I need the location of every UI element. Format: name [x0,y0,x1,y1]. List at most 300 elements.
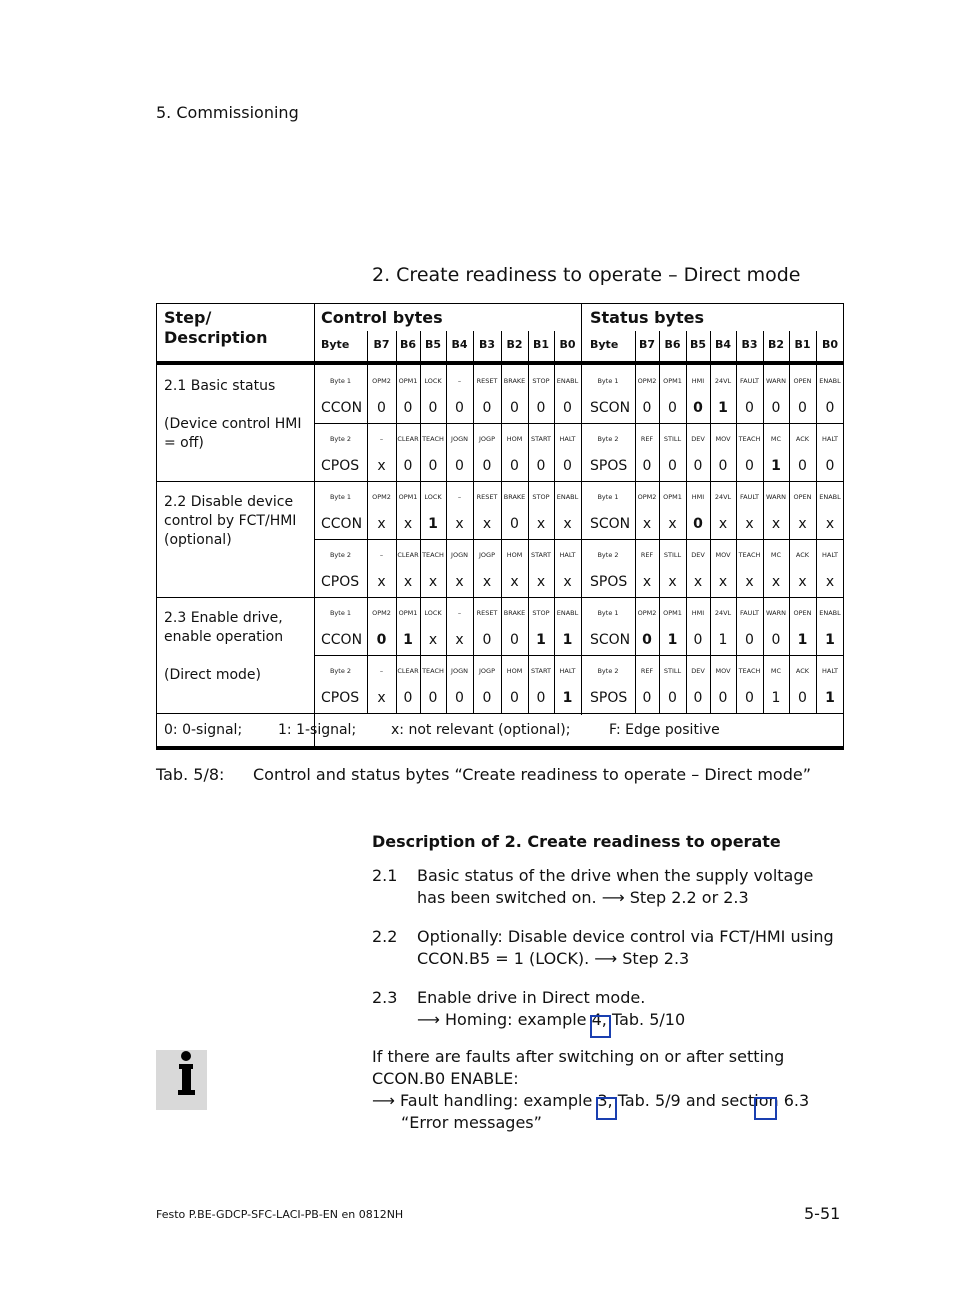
head-bit: B1 [794,338,811,351]
ccon-label: CCON [321,516,363,532]
head-bit: B6 [664,338,681,351]
note-line: If there are faults after switching on or after setting [372,1047,785,1066]
bit-value: 0 [455,690,464,706]
bit-name: – [379,667,384,675]
byte-label: Byte 2 [597,551,619,559]
bit-value: 0 [642,400,652,416]
bit-value: 0 [482,632,492,648]
head-bit: B0 [559,338,576,351]
bit-name: START [530,435,552,443]
step-description-line: control by FCT/HMI [164,513,297,529]
bit-value: 0 [403,400,413,416]
bit-column-divider [789,331,790,361]
bit-value: 1 [825,632,835,648]
bit-value: x [377,516,386,532]
bit-value: x [563,574,572,590]
bit-name: OPM1 [663,493,682,501]
bit-name: TEACH [422,435,444,443]
bit-value: 0 [693,690,703,706]
step-description-line: = off) [164,435,204,451]
bit-value: 1 [428,516,438,532]
bit-name: START [530,551,552,559]
bit-name: JOGP [479,551,495,559]
bit-name: WARN [766,493,786,501]
bit-name: STILL [663,435,682,443]
head-control-bytes: Control bytes [321,308,443,327]
bit-value: 0 [668,400,677,416]
head-bit: B5 [689,338,707,351]
bit-column-divider [554,331,555,361]
bit-name: LOCK [424,493,442,501]
bit-name: HOM [506,551,523,559]
bit-value: 1 [667,632,678,648]
bit-name: 24VL [714,377,732,385]
bit-name: MC [770,551,782,559]
bit-name: MC [770,435,782,443]
page-number: 5-51 [804,1204,841,1223]
bit-name: REF [640,551,654,559]
bit-name: OPEN [793,377,812,385]
bit-name: JOGN [451,667,468,675]
byte-label: Byte 1 [329,377,352,385]
info-icon [156,1050,207,1110]
bit-name: OPM2 [637,377,657,385]
head-bit: B4 [451,338,468,351]
bit-name: – [457,493,462,501]
bit-name: BRAKE [503,377,526,385]
bit-column-divider [686,331,687,361]
bit-name: OPEN [793,609,812,617]
bit-name: FAULT [739,493,760,501]
item-text: Enable drive in Direct mode. [417,988,646,1007]
bit-name: – [457,609,462,617]
bit-value: 0 [536,690,546,706]
bit-name: STOP [532,493,550,501]
bit-name: STILL [663,667,682,675]
bit-value: 0 [455,458,464,474]
legend-item: x: not relevant (optional); [391,722,571,738]
bit-name: RESET [476,609,498,617]
step-description-line: 2.3 Enable drive, [164,610,283,626]
head-step: Step/ [164,308,212,327]
bit-value: x [798,574,807,590]
byte-row-divider [314,655,844,656]
bit-name: ENABL [556,377,579,385]
bit-name: DEV [691,667,705,675]
scon-label: SCON [590,632,631,648]
byte-label: Byte 1 [329,609,352,617]
bit-value: 0 [718,690,728,706]
bit-name: 24VL [714,609,732,617]
bit-name: OPM2 [372,493,391,501]
bit-name: FAULT [739,609,760,617]
bit-name: START [530,667,552,675]
bit-column-divider [635,331,636,361]
head-byte-status: Byte [590,338,619,351]
byte-label: Byte 2 [597,667,619,675]
step-divider [156,597,844,598]
caption-number: Tab. 5/8: [156,765,225,784]
bit-column-divider [396,331,397,361]
bit-name: ACK [795,667,810,675]
bit-value: 1 [825,690,835,706]
bit-name: JOGP [479,667,495,675]
bit-value: 0 [482,458,492,474]
step-description-line: enable operation [164,629,284,645]
bit-column-divider [528,331,529,361]
bit-column-divider [501,331,502,361]
bit-name: HMI [691,609,705,617]
bit-name: OPM2 [372,377,391,385]
bit-name: MOV [715,435,731,443]
bit-value: 0 [798,690,807,706]
bit-name: OPM1 [398,609,418,617]
bit-value: 0 [563,400,572,416]
bit-value: 1 [718,632,728,648]
head-bit: B4 [714,338,732,351]
bit-value: 0 [482,690,492,706]
bit-name: ENABL [819,377,841,385]
head-bit: B7 [638,338,656,351]
bit-value: x [718,574,728,590]
bit-value: 0 [745,400,754,416]
bit-value: x [825,516,835,532]
head-bit: B1 [532,338,550,351]
bit-name: – [457,377,462,385]
step-description-line: (Direct mode) [164,667,261,683]
bit-name: MC [770,667,782,675]
bit-name: TEACH [422,551,444,559]
scon-label: SCON [590,400,631,416]
bit-value: 0 [376,632,387,648]
bit-name: ENABL [819,609,841,617]
bit-name: – [379,435,384,443]
bit-name: HMI [691,493,705,501]
footer-doc-id: Festo P.BE-GDCP-SFC-LACI-PB-EN en 0812NH [156,1208,404,1221]
bit-name: MOV [715,667,731,675]
bit-value: 0 [745,690,754,706]
bit-name: STOP [532,377,550,385]
table-border-left [156,303,157,750]
bit-name: JOGN [451,551,468,559]
bit-value: x [377,574,386,590]
bit-column-divider [736,331,737,361]
item-text: Optionally: Disable device control via FCT/HMI using CCON.B5 = 1 (LOCK). ⟶ Step 2.3 [417,927,834,968]
bit-column-divider [659,331,660,361]
bit-value: x [536,516,546,532]
step-divider [156,481,844,482]
bit-value: x [403,574,413,590]
bit-value: x [771,516,781,532]
spos-label: SPOS [590,574,628,590]
bit-name: ENABL [556,493,579,501]
bit-value: x [377,458,386,474]
bit-name: WARN [766,609,786,617]
bit-value: x [798,516,807,532]
bit-name: OPM1 [398,493,418,501]
bit-value: 0 [510,400,519,416]
bit-value: x [510,574,519,590]
bit-name: 24VL [714,493,732,501]
step-description-line: (optional) [164,532,232,548]
bit-value: 0 [798,458,807,474]
item-number: 2.3 [372,988,398,1007]
item-number: 2.2 [372,927,398,946]
bit-value: 1 [536,632,546,648]
head-bit: B0 [821,338,839,351]
link-marker[interactable] [754,1097,777,1120]
bit-name: HOM [506,435,523,443]
bit-name: OPM1 [663,609,682,617]
bit-name: WARN [766,377,786,385]
bit-name: HOM [506,667,523,675]
bit-column-divider [763,331,764,361]
note-link-line[interactable]: ⟶ Fault handling: example 3, Tab. 5/9 and section 6.3 [372,1091,810,1110]
bit-name: ACK [795,435,810,443]
bit-value: 0 [428,400,438,416]
bit-name: OPM2 [372,609,391,617]
bit-name: – [379,551,384,559]
bit-value: 0 [642,690,652,706]
legend-item: 0: 0-signal; [164,722,243,738]
note-line: “Error messages” [401,1113,542,1132]
byte-label: Byte 1 [597,609,619,617]
bit-column-divider [420,331,421,361]
bit-value: 0 [668,690,677,706]
bit-name: OPM2 [637,609,657,617]
bit-value: x [455,574,464,590]
head-status-bytes: Status bytes [590,308,705,327]
bit-value: 1 [771,690,781,706]
bit-value: 0 [510,516,519,532]
bit-value: x [825,574,835,590]
bit-value: 0 [403,458,413,474]
link-marker[interactable] [596,1097,617,1120]
legend-item: 1: 1-signal; [278,722,357,738]
bit-name: CLEAR [397,667,419,675]
bit-name: BRAKE [503,609,526,617]
bit-name: REF [640,435,654,443]
bit-value: 0 [642,632,652,648]
head-bit: B6 [399,338,417,351]
bit-name: HMI [691,377,705,385]
item-number: 2.1 [372,866,398,885]
bit-name: HALT [821,551,839,559]
step-description-line: 2.1 Basic status [164,378,276,394]
bit-value: x [428,574,438,590]
bit-value: x [455,632,464,648]
bit-name: OPM1 [663,377,682,385]
item-text: Basic status of the drive when the supply voltage has been switched on. ⟶ Step 2.2 or 2.3 [417,866,814,907]
chapter-header: 5. Commissioning [156,103,299,122]
bit-name: REF [640,667,654,675]
byte-label: Byte 2 [329,667,352,675]
note-line: CCON.B0 ENABLE: [372,1069,519,1088]
bit-name: JOGP [479,435,495,443]
bit-column-divider [816,331,817,361]
bit-value: 0 [428,690,438,706]
bit-value: 0 [825,458,835,474]
bit-name: STOP [532,609,550,617]
bit-value: x [668,574,677,590]
bit-column-divider [446,331,447,361]
section-title: 2. Create readiness to operate – Direct mode [372,264,801,286]
cpos-label: CPOS [321,690,360,706]
bit-value: 1 [403,632,413,648]
byte-label: Byte 2 [329,551,352,559]
bit-name: ENABL [819,493,841,501]
bit-name: JOGN [451,435,468,443]
bit-value: 0 [745,632,754,648]
legend-item: F: Edge positive [609,722,720,738]
byte-label: Byte 2 [329,435,352,443]
bit-value: 0 [403,690,413,706]
bit-name: TEACH [738,435,761,443]
bit-value: 0 [668,458,677,474]
bit-value: x [563,516,572,532]
bit-name: HALT [559,667,576,675]
scon-label: SCON [590,516,631,532]
bit-value: x [642,516,652,532]
bit-value: 1 [718,400,728,416]
bit-value: 0 [377,400,386,416]
control-status-table [156,303,844,750]
head-byte-control: Byte [321,338,350,351]
description-title: Description of 2. Create readiness to operate [372,832,781,851]
bit-value: 0 [718,458,728,474]
bit-name: HALT [821,435,839,443]
bit-value: 0 [798,400,807,416]
spos-label: SPOS [590,690,628,706]
bit-name: BRAKE [503,493,526,501]
head-bit: B7 [373,338,390,351]
bit-name: RESET [476,493,498,501]
bit-name: HALT [559,435,576,443]
head-bit: B3 [741,338,758,351]
bit-value: 1 [562,632,573,648]
column-divider [314,303,315,750]
bit-name: LOCK [424,377,442,385]
bit-value: x [403,516,413,532]
bit-name: CLEAR [397,551,419,559]
table-border-top [156,303,844,304]
bit-value: x [642,574,652,590]
bit-column-divider [710,331,711,361]
bit-value: x [482,516,492,532]
bit-value: x [668,516,677,532]
bit-value: x [482,574,492,590]
byte-label: Byte 1 [597,493,619,501]
bit-name: HALT [559,551,576,559]
head-bit: B5 [424,338,442,351]
bit-value: 0 [428,458,438,474]
bit-value: x [377,690,386,706]
bit-name: FAULT [739,377,760,385]
byte-row-divider [314,539,844,540]
ccon-label: CCON [321,400,363,416]
bit-name: ENABL [556,609,579,617]
bit-value: 1 [797,632,808,648]
bit-value: x [745,516,754,532]
bit-name: DEV [691,435,705,443]
cpos-label: CPOS [321,574,360,590]
bit-value: 0 [455,400,464,416]
step-description-line: 2.2 Disable device [164,494,294,510]
byte-row-divider [314,423,844,424]
header-rule [156,361,844,365]
bit-name: TEACH [738,551,761,559]
bit-value: x [745,574,754,590]
bit-value: x [718,516,728,532]
bit-value: 0 [642,458,652,474]
bit-value: x [771,574,781,590]
bit-value: 0 [745,458,754,474]
bit-name: CLEAR [397,435,419,443]
table-bottom-rule [156,746,844,750]
bit-name: TEACH [738,667,761,675]
bit-name: LOCK [424,609,442,617]
bit-name: HALT [821,667,839,675]
bit-value: x [693,574,703,590]
bit-value: 0 [510,458,519,474]
bit-value: 1 [562,690,573,706]
bit-value: 0 [482,400,492,416]
head-bit: B2 [506,338,523,351]
bit-value: 0 [536,400,546,416]
bit-value: 0 [693,632,703,648]
step-description-line: (Device control HMI [164,416,302,432]
cpos-label: CPOS [321,458,360,474]
bit-value: 0 [693,458,703,474]
info-note [372,1046,812,1134]
bit-value: 0 [510,690,519,706]
item-link-text[interactable]: ⟶ Homing: example 4, Tab. 5/10 [417,1010,686,1029]
table-caption [156,765,811,784]
head-description: Description [164,328,268,347]
byte-label: Byte 2 [597,435,619,443]
bit-value: 1 [771,458,781,474]
head-bit: B2 [767,338,785,351]
bit-column-divider [367,331,368,361]
bit-name: TEACH [422,667,444,675]
byte-label: Byte 1 [329,493,352,501]
bit-value: 0 [510,632,519,648]
bit-value: x [428,632,438,648]
bit-value: 0 [693,516,703,532]
head-bit: B3 [478,338,496,351]
bit-name: DEV [691,551,705,559]
bit-value: 0 [825,400,835,416]
ccon-label: CCON [321,632,363,648]
bit-name: MOV [715,551,731,559]
bit-value: x [536,574,546,590]
link-marker[interactable] [590,1015,611,1038]
bit-name: OPM1 [398,377,418,385]
bit-value: x [455,516,464,532]
bit-value: 0 [771,632,781,648]
bit-value: 0 [563,458,572,474]
bit-name: STILL [663,551,682,559]
byte-label: Byte 1 [597,377,619,385]
spos-label: SPOS [590,458,628,474]
bit-name: RESET [476,377,498,385]
bit-value: 0 [536,458,546,474]
bit-value: 0 [771,400,781,416]
bit-column-divider [473,331,474,361]
bit-name: ACK [795,551,810,559]
caption-text: Control and status bytes “Create readiness to operate – Direct mode” [253,765,811,784]
bit-name: OPM2 [637,493,657,501]
